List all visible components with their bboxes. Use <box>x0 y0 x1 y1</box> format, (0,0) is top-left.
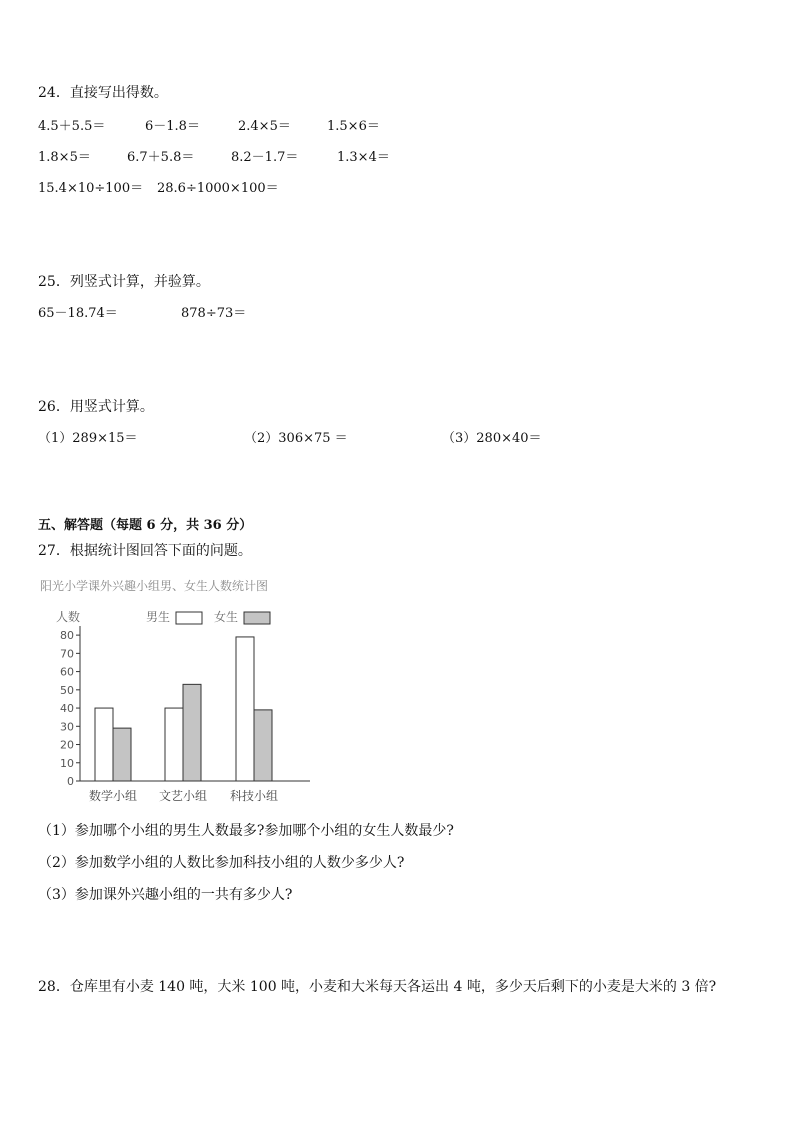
bar-girls <box>183 684 201 781</box>
x-category-label: 文艺小组 <box>158 789 208 803</box>
bar-girls <box>254 710 272 781</box>
q25-expr: 65－18.74＝ <box>38 306 118 321</box>
q25-expr: 878÷73＝ <box>181 306 247 321</box>
q24-expr: 15.4×10÷100＝ <box>38 181 144 196</box>
y-tick-label: 10 <box>60 756 74 770</box>
x-category-label: 数学小组 <box>88 789 138 803</box>
q26-title: 26．用竖式计算。 <box>38 399 154 415</box>
q27-question: （3）参加课外兴趣小组的一共有多少人? <box>38 887 293 903</box>
bar-boys <box>165 708 183 781</box>
y-tick-label: 50 <box>60 683 74 697</box>
q27-question: （2）参加数学小组的人数比参加科技小组的人数少多少人? <box>38 855 405 871</box>
y-tick-label: 70 <box>60 647 74 661</box>
q26-expr: （1）289×15＝ <box>38 431 138 446</box>
q27-question: （1）参加哪个小组的男生人数最多?参加哪个小组的女生人数最少? <box>38 823 454 839</box>
q24-expr: 2.4×5＝ <box>238 119 291 134</box>
y-tick-label: 30 <box>60 720 74 734</box>
bar-boys <box>236 637 254 781</box>
q24-expr: 1.5×6＝ <box>327 119 380 134</box>
q24-expr: 6.7＋5.8＝ <box>127 150 195 165</box>
q28-title: 28．仓库里有小麦 140 吨，大米 100 吨，小麦和大米每天各运出 4 吨，多少天后剩下的小麦是大米的 3 倍? <box>38 979 717 995</box>
q26-expr: （3）280×40＝ <box>442 431 542 446</box>
section-title: 五、解答题（每题 6 分，共 36 分） <box>38 518 253 533</box>
q26-expr: （2）306×75 ＝ <box>244 431 348 446</box>
y-tick-label: 20 <box>60 738 74 752</box>
y-tick-label: 0 <box>67 775 74 788</box>
bar-boys <box>95 708 113 781</box>
y-axis-label: 人数 <box>56 610 81 624</box>
legend-label: 男生 <box>146 610 171 624</box>
q24-title: 24．直接写出得数。 <box>38 85 168 101</box>
legend-swatch <box>176 612 202 624</box>
y-tick-label: 80 <box>60 629 74 643</box>
chart-title: 阳光小学课外兴趣小组男、女生人数统计图 <box>40 579 269 593</box>
bar-chart <box>38 572 328 808</box>
q24-expr: 4.5＋5.5＝ <box>38 119 106 134</box>
q24-expr: 1.8×5＝ <box>38 150 91 165</box>
y-tick-label: 40 <box>60 702 74 716</box>
q25-title: 25．列竖式计算，并验算。 <box>38 274 210 290</box>
bar-girls <box>113 728 131 781</box>
legend-swatch <box>244 612 270 624</box>
x-category-label: 科技小组 <box>229 789 279 803</box>
q24-expr: 8.2－1.7＝ <box>231 150 299 165</box>
q24-expr: 1.3×4＝ <box>337 150 390 165</box>
q27-title: 27．根据统计图回答下面的问题。 <box>38 543 252 559</box>
q24-expr: 6－1.8＝ <box>145 119 200 134</box>
legend-label: 女生 <box>214 610 239 624</box>
q24-expr: 28.6÷1000×100＝ <box>157 181 279 196</box>
y-tick-label: 60 <box>60 665 74 679</box>
